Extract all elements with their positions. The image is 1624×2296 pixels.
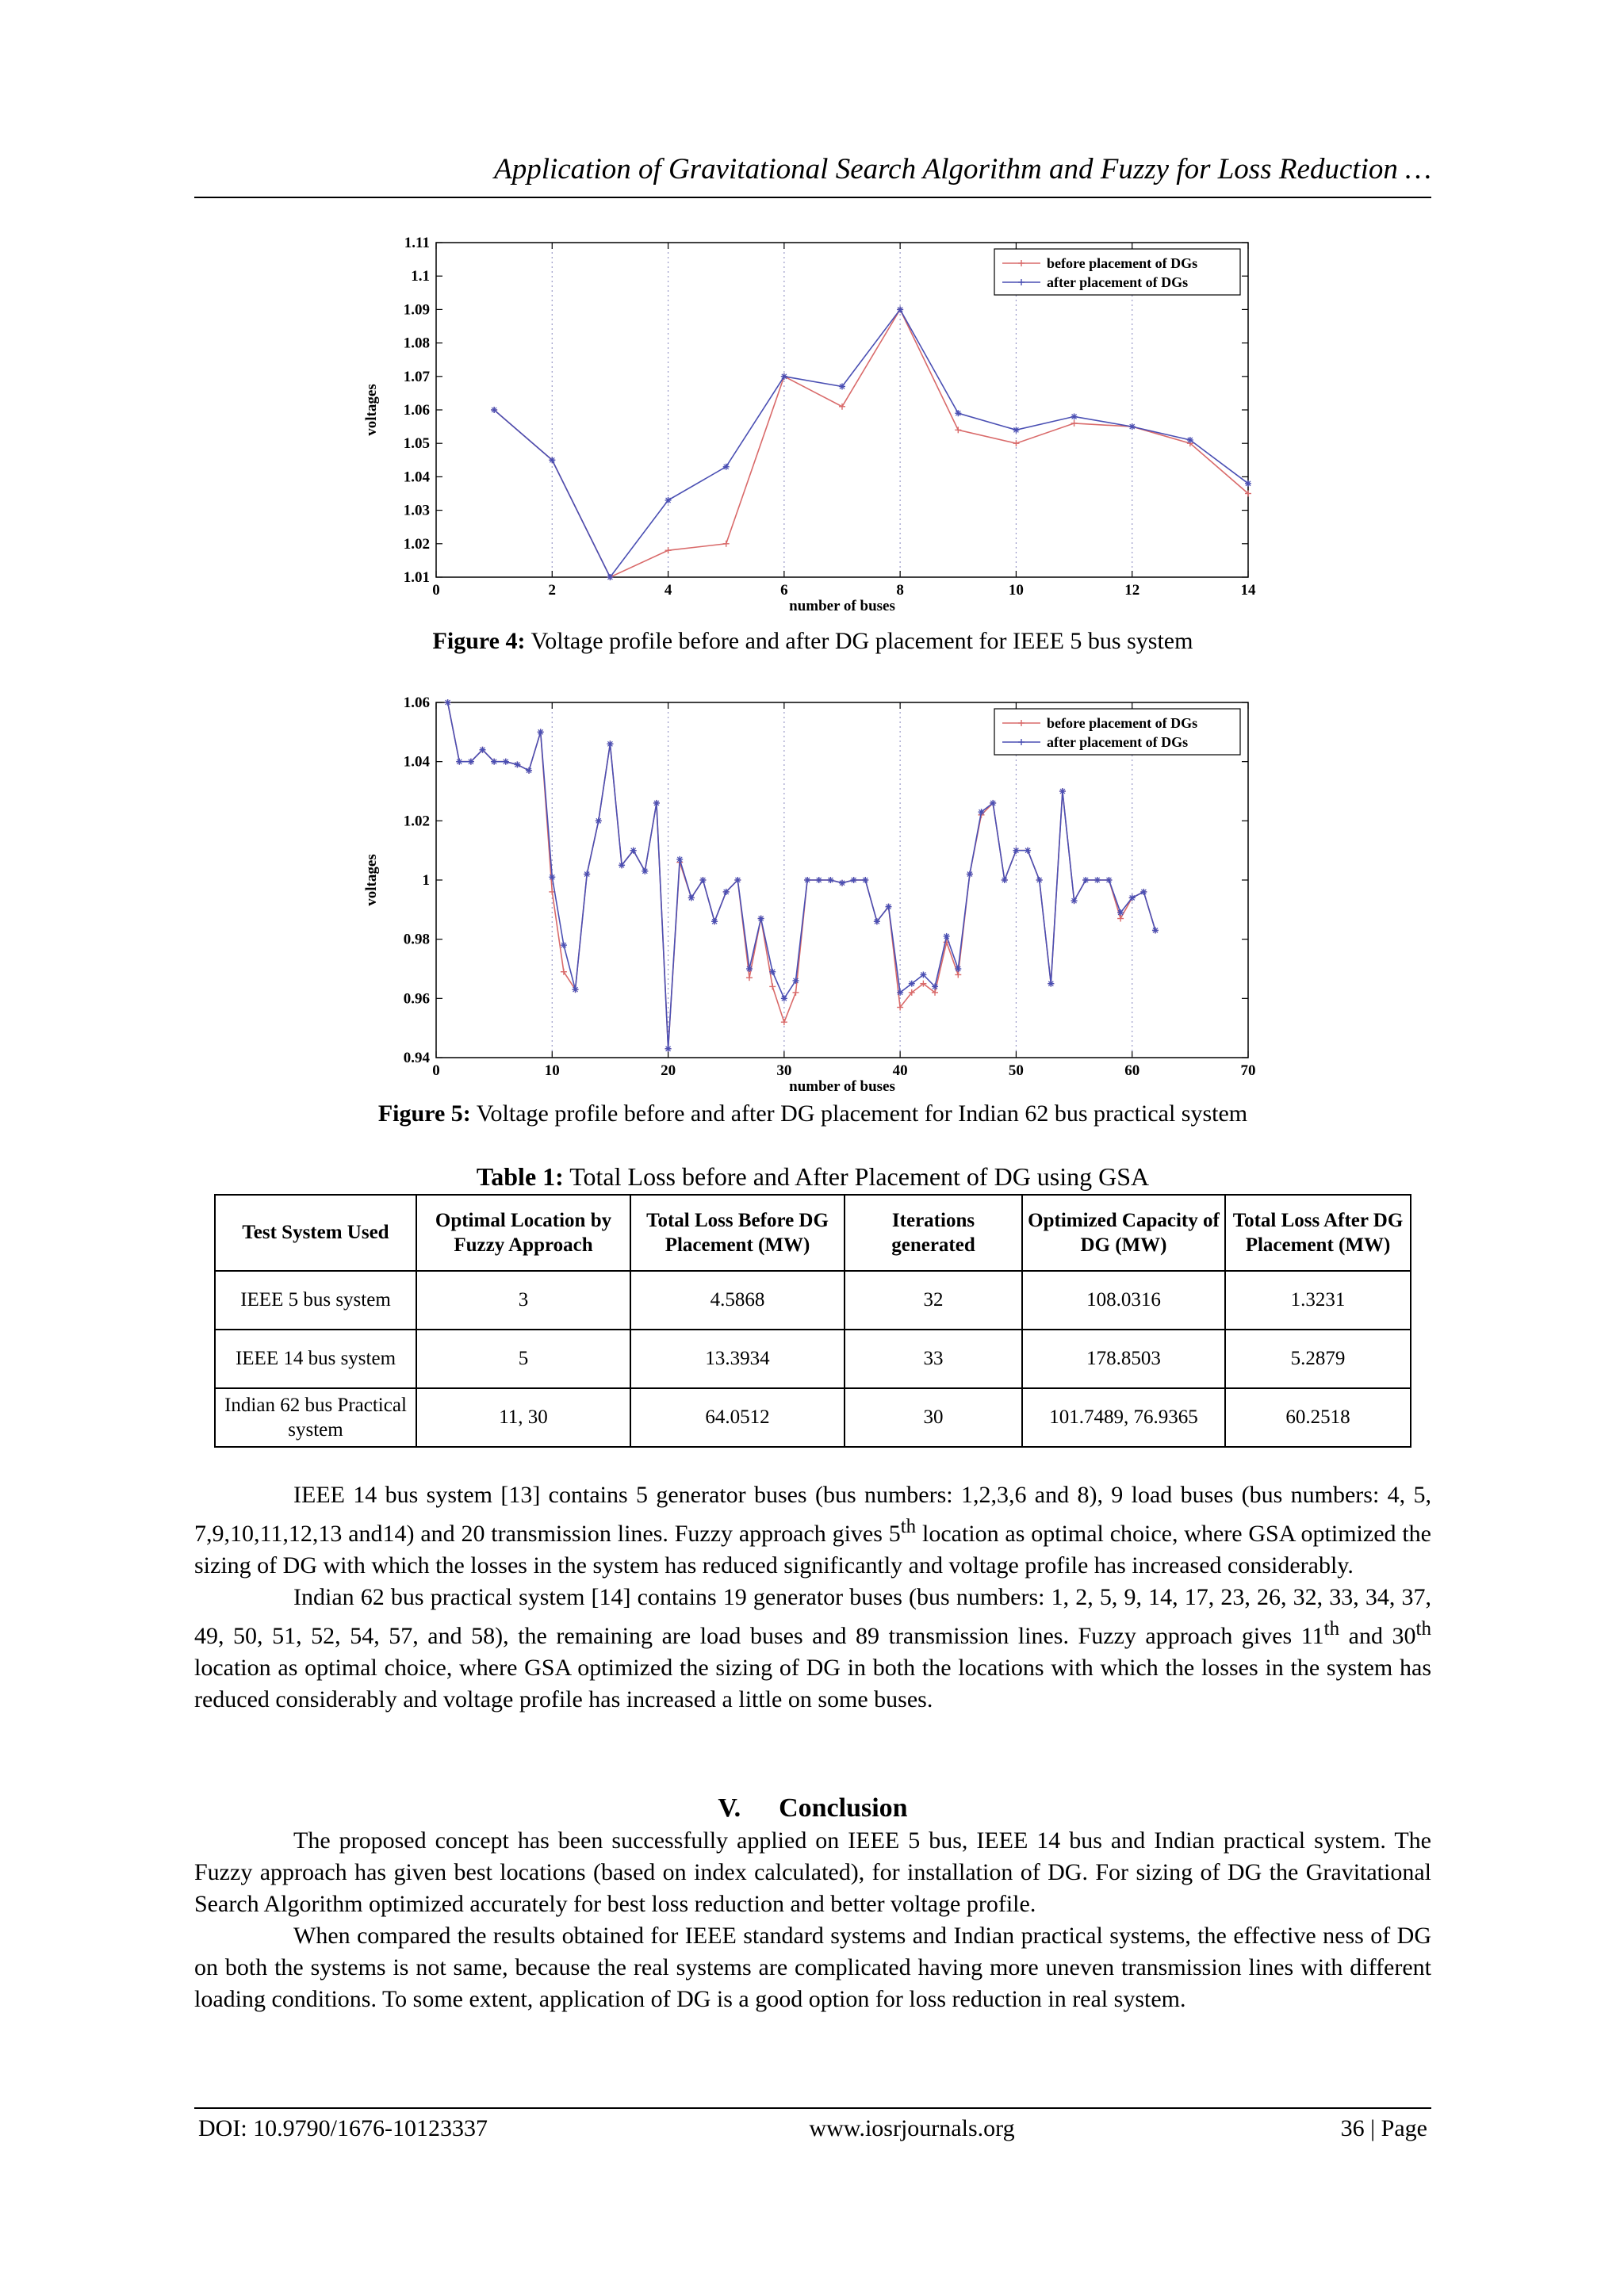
data-point-after xyxy=(1117,909,1124,916)
x-tick-label: 14 xyxy=(1240,582,1256,599)
table-cell: 11, 30 xyxy=(416,1388,630,1447)
data-point-after xyxy=(526,767,532,774)
figure-5-caption-text: Voltage profile before and after DG placement for Indian 62 bus practical system xyxy=(470,1100,1248,1127)
data-point-after xyxy=(862,877,868,883)
data-point-after xyxy=(480,747,486,753)
legend-label: after placement of DGs xyxy=(1047,734,1189,750)
y-tick-label: 1.11 xyxy=(404,235,430,251)
y-tick-label: 0.96 xyxy=(403,990,430,1008)
table-cell: IEEE 14 bus system xyxy=(215,1330,416,1388)
y-tick-label: 1.02 xyxy=(403,813,430,830)
y-tick-label: 1.09 xyxy=(403,301,430,319)
legend-label: after placement of DGs xyxy=(1047,274,1189,290)
data-point-after xyxy=(491,407,497,413)
table-1-title-text: Total Loss before and After Placement of DG using GSA xyxy=(563,1162,1150,1191)
data-point-after xyxy=(1048,981,1054,987)
data-point-after xyxy=(468,759,474,765)
data-point-after xyxy=(839,383,845,389)
data-point-after xyxy=(851,877,857,883)
figure-5-caption xyxy=(194,1100,1431,1127)
y-tick-label: 1 xyxy=(422,872,430,889)
y-tick-label: 1.06 xyxy=(403,402,430,419)
data-point-after xyxy=(979,809,985,815)
y-tick-label: 1.04 xyxy=(403,753,430,771)
x-tick-label: 8 xyxy=(896,582,904,599)
data-point-after xyxy=(897,306,903,312)
data-point-after xyxy=(781,995,787,1001)
y-tick-label: 1.04 xyxy=(403,469,430,486)
data-point-after xyxy=(1187,437,1193,443)
data-point-after xyxy=(781,373,787,380)
x-tick-label: 0 xyxy=(432,1062,440,1079)
data-point-after xyxy=(1059,788,1066,794)
data-point-after xyxy=(1082,877,1089,883)
paragraph-text: and 30 xyxy=(1339,1623,1416,1649)
data-point-after xyxy=(619,862,625,868)
data-point-after xyxy=(955,410,961,416)
data-point-after xyxy=(769,969,776,975)
data-point-after xyxy=(688,894,695,901)
table-cell: 33 xyxy=(845,1330,1022,1388)
x-tick-label: 50 xyxy=(1008,1062,1024,1079)
data-point-after xyxy=(804,877,810,883)
data-point-after xyxy=(746,966,753,972)
figure-4-chart xyxy=(349,230,1277,634)
table-cell: 5.2879 xyxy=(1225,1330,1411,1388)
data-point-after xyxy=(503,759,509,765)
table-row xyxy=(215,1271,1411,1330)
data-point-after xyxy=(1025,848,1031,854)
data-point-after xyxy=(1245,480,1251,487)
data-point-after xyxy=(723,464,730,470)
table-row xyxy=(215,1388,1411,1447)
footer-rule xyxy=(194,2107,1431,2109)
data-point-after xyxy=(944,933,950,939)
data-point-after xyxy=(630,848,637,854)
x-tick-label: 10 xyxy=(544,1062,560,1079)
figure-4-caption-label: Figure 4: xyxy=(432,628,526,654)
x-tick-label: 20 xyxy=(661,1062,676,1079)
x-tick-label: 6 xyxy=(780,582,788,599)
x-tick-label: 60 xyxy=(1124,1062,1140,1079)
footer-page-number: 36 | Page xyxy=(1340,2115,1427,2141)
table-cell: 178.8503 xyxy=(1022,1330,1225,1388)
section-title: Conclusion xyxy=(779,1793,908,1823)
data-point-after xyxy=(1002,877,1008,883)
table-cell: 64.0512 xyxy=(630,1388,845,1447)
figure-5-chart xyxy=(349,690,1277,1102)
data-point-after xyxy=(1152,927,1159,933)
y-tick-label: 1.03 xyxy=(403,502,430,519)
table-cell: 4.5868 xyxy=(630,1271,845,1330)
legend-label: before placement of DGs xyxy=(1047,255,1198,271)
data-point-after xyxy=(711,918,718,924)
section-number: V. xyxy=(718,1793,741,1823)
data-point-after xyxy=(1140,889,1147,895)
footer-doi: DOI: 10.9790/1676-10123337 xyxy=(198,2115,488,2141)
y-tick-label: 1.02 xyxy=(403,535,430,553)
y-axis-label: voltages xyxy=(363,854,380,906)
x-tick-label: 4 xyxy=(664,582,672,599)
data-point-after xyxy=(897,989,903,996)
table-cell: 30 xyxy=(845,1388,1022,1447)
x-tick-label: 0 xyxy=(432,582,440,599)
body-paragraphs xyxy=(194,1479,1431,1716)
table-row xyxy=(215,1330,1411,1388)
data-point-after xyxy=(549,457,555,463)
table-header-cell: Test System Used xyxy=(215,1195,416,1271)
y-tick-label: 1.08 xyxy=(403,335,430,352)
x-tick-label: 2 xyxy=(548,582,557,599)
data-point-after xyxy=(839,880,845,886)
y-tick-label: 1.06 xyxy=(403,695,430,711)
x-axis-label: number of buses xyxy=(789,1078,895,1095)
table-cell: 3 xyxy=(416,1271,630,1330)
running-header: Application of Gravitational Search Algorithm and Fuzzy for Loss Reduction … xyxy=(494,153,1431,186)
paragraph-text: Indian 62 bus practical system [14] contains 19 generator buses (bus numbers: 1, 2, 5, 9, 14, 17, 23, 26, 32, 33, 34, 37, 49, 50, 51, 52, 54, 57, and 58), the remaining are load buses and 89 transmission lines. Fuzzy approach gives 11 xyxy=(194,1584,1431,1649)
table-cell: 5 xyxy=(416,1330,630,1388)
x-tick-label: 12 xyxy=(1124,582,1140,599)
data-point-after xyxy=(827,877,833,883)
table-cell: 101.7489, 76.9365 xyxy=(1022,1388,1225,1447)
footer-website: www.iosrjournals.org xyxy=(809,2115,1015,2141)
y-tick-label: 1.05 xyxy=(403,435,430,453)
paragraph-ieee14 xyxy=(194,1479,1431,1582)
data-point-after xyxy=(699,877,706,883)
legend-label: before placement of DGs xyxy=(1047,715,1198,731)
data-point-after xyxy=(792,978,799,984)
data-point-after xyxy=(874,918,880,924)
data-point-after xyxy=(1036,877,1043,883)
y-tick-label: 1.07 xyxy=(403,368,430,385)
data-point-after xyxy=(816,877,822,883)
paragraph-text: IEEE 14 bus system [13] contains 5 generator buses (bus numbers: 1,2,3,6 and 8), 9 load buses (bus numbers: 4, 5, 7,9,10,11,12,13 and14) and 20 transmission lines. Fuzzy approach gives 5 xyxy=(194,1482,1431,1547)
data-point-after xyxy=(538,729,544,735)
table-cell: IEEE 5 bus system xyxy=(215,1271,416,1330)
data-point-after xyxy=(1129,894,1136,901)
data-point-after xyxy=(665,497,672,503)
x-tick-label: 70 xyxy=(1240,1062,1256,1079)
data-point-after xyxy=(514,761,520,767)
superscript: th xyxy=(900,1516,917,1537)
paragraph-text: location as optimal choice, where GSA optimized the sizing of DG with which the losses in the system has reduced significantly and voltage profile has increased considerably. xyxy=(194,1521,1431,1578)
x-tick-label: 30 xyxy=(776,1062,792,1079)
figure-5-caption-label: Figure 5: xyxy=(377,1100,471,1127)
table-1-title-label: Table 1: xyxy=(476,1162,564,1191)
table-header-row xyxy=(215,1195,1411,1271)
results-table xyxy=(214,1194,1411,1448)
data-point-after xyxy=(665,1046,672,1052)
data-point-after xyxy=(909,981,915,987)
data-point-after xyxy=(573,986,579,993)
x-tick-label: 10 xyxy=(1008,582,1024,599)
data-point-after xyxy=(1013,848,1019,854)
data-point-after xyxy=(758,916,764,922)
data-point-after xyxy=(456,759,462,765)
data-point-after xyxy=(1013,427,1019,433)
superscript: th xyxy=(1415,1618,1431,1640)
table-cell: 108.0316 xyxy=(1022,1271,1225,1330)
table-cell: 32 xyxy=(845,1271,1022,1330)
conclusion-paragraph-1: The proposed concept has been successfully applied on IEEE 5 bus, IEEE 14 bus and Indian practical system. The Fuzzy approach has given best locations (based on index calculated), for installation of DG. For sizing of DG the Gravitational Search Algorithm optimized accurately for best loss reduction and better voltage profile. xyxy=(194,1827,1431,1917)
table-cell: 13.3934 xyxy=(630,1330,845,1388)
table-cell: 1.3231 xyxy=(1225,1271,1411,1330)
paragraph-indian62 xyxy=(194,1582,1431,1716)
data-point-after xyxy=(561,942,567,948)
paragraph-text: location as optimal choice, where GSA optimized the sizing of DG in both the locations with which the losses in the system has reduced considerably and voltage profile has increased a little on some buses. xyxy=(194,1655,1431,1712)
data-point-after xyxy=(1105,877,1112,883)
data-point-after xyxy=(596,817,602,824)
y-tick-label: 1.1 xyxy=(411,268,430,285)
data-point-after xyxy=(1094,877,1101,883)
data-point-after xyxy=(653,800,660,806)
data-point-after xyxy=(1071,413,1078,419)
data-point-after xyxy=(886,904,892,910)
x-axis-label: number of buses xyxy=(789,598,895,614)
table-header-cell: Total Loss After DG Placement (MW) xyxy=(1225,1195,1411,1271)
section-heading-conclusion xyxy=(194,1793,1431,1823)
table-cell: Indian 62 bus Practical system xyxy=(215,1388,416,1447)
data-point-after xyxy=(642,868,648,874)
y-tick-label: 0.94 xyxy=(403,1050,430,1066)
conclusion-paragraph-2: When compared the results obtained for IEEE standard systems and Indian practical systems, the effective ness of DG on both the systems is not same, because the real systems are complicated having more uneven transmission lines with different loading conditions. To some extent, application of DG is a good option for loss reduction in real system. xyxy=(194,1923,1431,2012)
table-cell: 60.2518 xyxy=(1225,1388,1411,1447)
table-1-title xyxy=(194,1162,1431,1192)
table-header-cell: Total Loss Before DG Placement (MW) xyxy=(630,1195,845,1271)
table-header-cell: Optimized Capacity of DG (MW) xyxy=(1022,1195,1225,1271)
table-header-cell: Optimal Location by Fuzzy Approach xyxy=(416,1195,630,1271)
data-point-after xyxy=(932,983,938,989)
data-point-after xyxy=(1129,423,1136,430)
data-point-after xyxy=(920,971,926,978)
data-point-after xyxy=(491,759,497,765)
table-header-cell: Iterations generated xyxy=(845,1195,1022,1271)
data-point-after xyxy=(607,740,613,747)
data-point-after xyxy=(967,871,973,878)
data-point-after xyxy=(955,966,961,972)
y-tick-label: 0.98 xyxy=(403,931,430,948)
figure-4-caption-text: Voltage profile before and after DG placement for IEEE 5 bus system xyxy=(525,628,1193,654)
x-tick-label: 40 xyxy=(892,1062,908,1079)
figure-4-caption xyxy=(194,628,1431,655)
superscript: th xyxy=(1323,1618,1340,1640)
y-tick-label: 1.01 xyxy=(403,569,430,586)
data-point-after xyxy=(676,856,683,863)
header-rule xyxy=(194,197,1431,198)
data-point-after xyxy=(990,800,996,806)
data-point-after xyxy=(723,889,730,895)
data-point-after xyxy=(584,871,590,878)
data-point-after xyxy=(1071,897,1078,904)
conclusion-paragraphs xyxy=(194,1825,1431,2015)
data-point-after xyxy=(607,574,613,580)
y-axis-label: voltages xyxy=(363,384,380,436)
data-point-after xyxy=(549,874,555,880)
data-point-after xyxy=(734,877,741,883)
data-point-after xyxy=(445,699,451,706)
